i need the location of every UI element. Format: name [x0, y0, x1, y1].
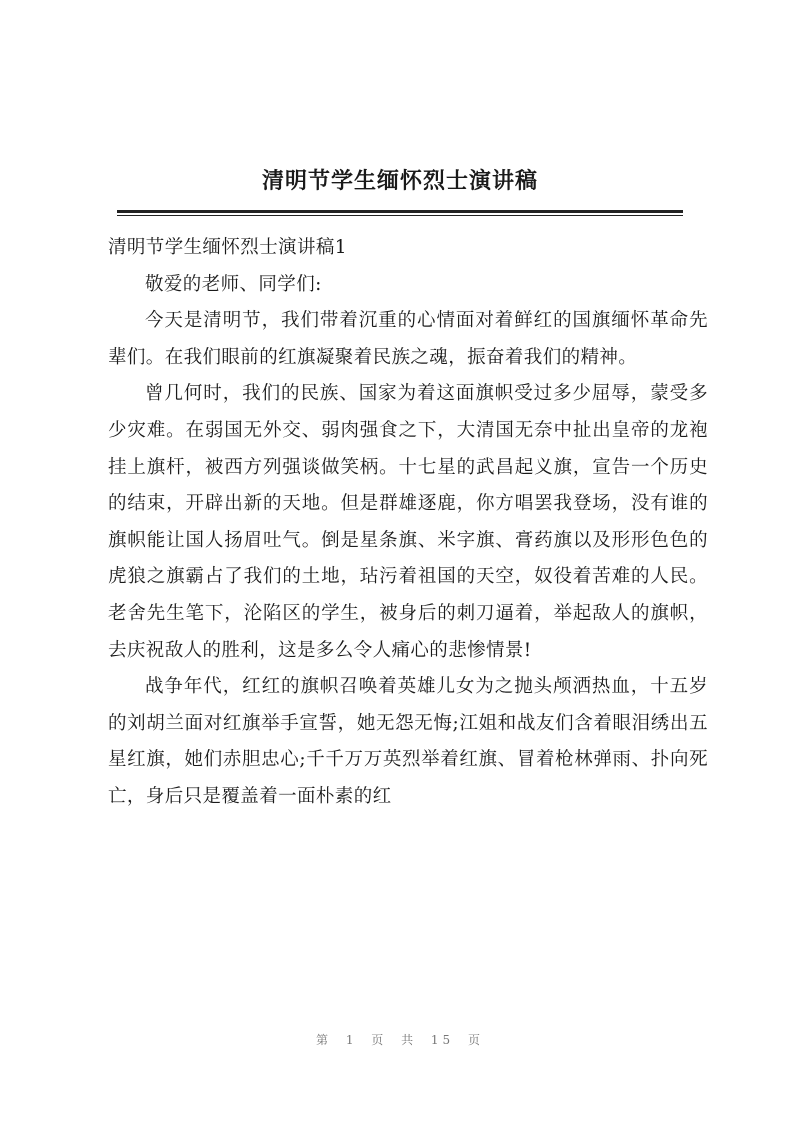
title-divider-thin — [117, 215, 683, 216]
page-number-footer: 第 1 页 共 15 页 — [316, 1033, 484, 1047]
title-divider-thick — [117, 210, 683, 213]
paragraph-greeting: 敬爱的老师、同学们: — [145, 273, 322, 295]
document-title: 清明节学生缅怀烈士演讲稿 — [261, 168, 538, 194]
document-body — [108, 230, 708, 816]
paragraph-1: 今天是清明节，我们带着沉重的心情面对着鲜红的国旗缅怀革命先辈们。在我们眼前的红旗凝聚着民族之魂，振奋着我们的精神。 — [108, 310, 708, 368]
section-heading: 清明节学生缅怀烈士演讲稿1 — [108, 237, 347, 258]
paragraph-3: 战争年代，红红的旗帜召唤着英雄儿女为之抛头颅洒热血，十五岁的刘胡兰面对红旗举手宣誓，她无怨无悔;江姐和战友们含着眼泪绣出五星红旗，她们赤胆忠心;千千万万英烈举着红旗、冒着枪林弹雨、扑向死亡，身后只是覆盖着一面朴素的红 — [108, 676, 708, 807]
paragraph-2: 曾几何时，我们的民族、国家为着这面旗帜受过多少屈辱，蒙受多少灾难。在弱国无外交、弱肉强食之下，大清国无奈中扯出皇帝的龙袍挂上旗杆，被西方列强谈做笑柄。十七星的武昌起义旗，宣告一个历史的结束，开辟出新的天地。但是群雄逐鹿，你方唱罢我登场，没有谁的旗帜能让国人扬眉吐气。倒是星条旗、米字旗、膏药旗以及形形色色的虎狼之旗霸占了我们的土地，玷污着祖国的天空，奴役着苦难的人民。老舍先生笔下，沦陷区的学生，被身后的刺刀逼着，举起敌人的旗帜，去庆祝敌人的胜利，这是多么令人痛心的悲惨情景! — [108, 383, 708, 661]
